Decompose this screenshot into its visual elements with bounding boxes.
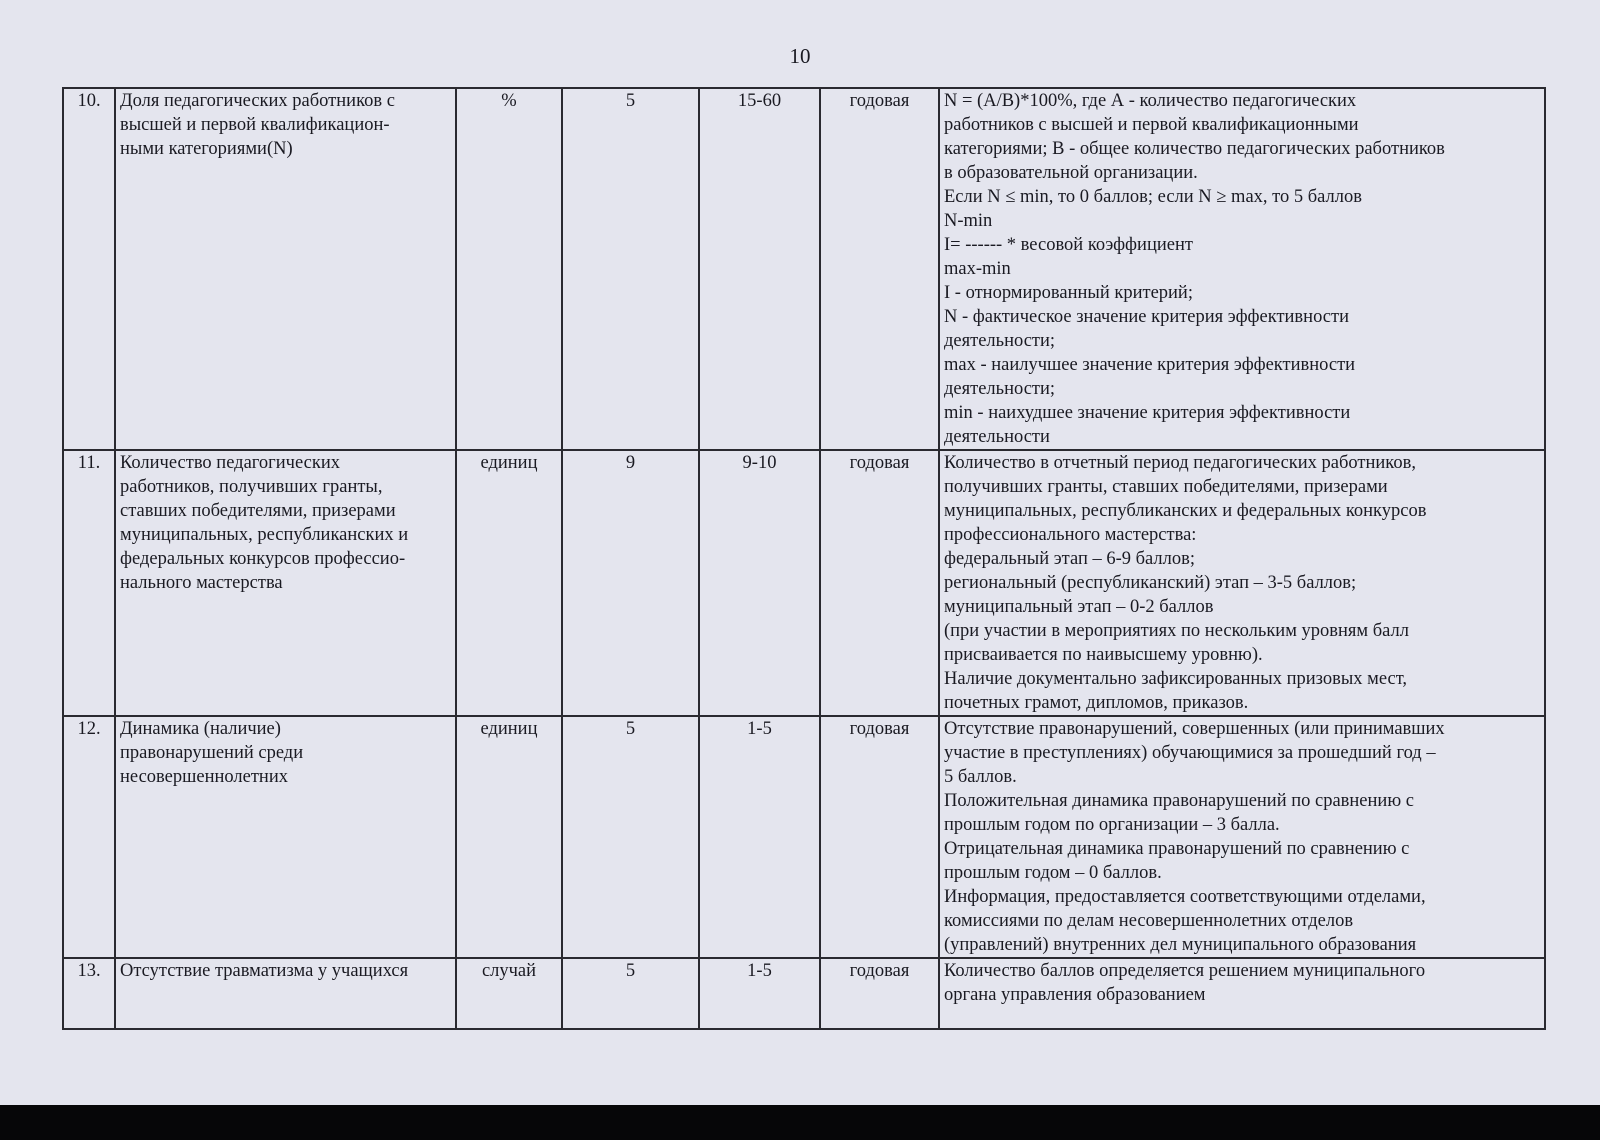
criterion-name-line: работников, получивших гранты, xyxy=(120,477,383,497)
description-line: Количество баллов определяется решением муниципального xyxy=(944,961,1426,981)
description-line: в образовательной организации. xyxy=(944,163,1198,183)
weight-cell: 5 xyxy=(562,716,699,958)
period-cell: годовая xyxy=(820,958,939,1029)
description-line: муниципальный этап – 0-2 баллов xyxy=(944,597,1214,617)
criterion-name-line: Динамика (наличие) xyxy=(120,719,281,739)
criterion-name xyxy=(115,450,456,716)
description-line: муниципальных, республиканских и федеральных конкурсов xyxy=(944,501,1427,521)
description-line: категориями; В - общее количество педагогических работников xyxy=(944,139,1445,159)
period-cell: годовая xyxy=(820,450,939,716)
description-line: деятельности; xyxy=(944,379,1056,399)
table-row xyxy=(63,958,1545,1029)
description-line: Положительная динамика правонарушений по сравнению с xyxy=(944,791,1414,811)
range-cell: 15-60 xyxy=(699,88,820,450)
description-line: (управлений) внутренних дел муниципального образования xyxy=(944,935,1417,955)
description-line: Количество в отчетный период педагогических работников, xyxy=(944,453,1416,473)
description-line: профессионального мастерства: xyxy=(944,525,1197,545)
range-cell: 1-5 xyxy=(699,716,820,958)
description-line: комиссиями по делам несовершеннолетних отделов xyxy=(944,911,1354,931)
description-line: (при участии в мероприятиях по нескольким уровням балл xyxy=(944,621,1410,641)
description-line: 5 баллов. xyxy=(944,767,1017,787)
criterion-name-line: несовершеннолетних xyxy=(120,767,288,787)
table-row xyxy=(63,88,1545,450)
description-cell xyxy=(939,450,1545,716)
description-line: Если N ≤ min, то 0 баллов; если N ≥ max, то 5 баллов xyxy=(944,187,1362,207)
row-number: 12. xyxy=(63,716,115,958)
unit-cell: случай xyxy=(456,958,562,1029)
description-line: I= ------ * весовой коэффициент xyxy=(944,235,1193,255)
description-line: федеральный этап – 6-9 баллов; xyxy=(944,549,1196,569)
table-row xyxy=(63,716,1545,958)
criterion-name-line: нального мастерства xyxy=(120,573,283,593)
table-row xyxy=(63,450,1545,716)
description-line: N = (A/B)*100%, где А - количество педагогических xyxy=(944,91,1357,111)
description-line: получивших гранты, ставших победителями, призерами xyxy=(944,477,1388,497)
description-line: Отрицательная динамика правонарушений по сравнению с xyxy=(944,839,1410,859)
description-cell xyxy=(939,716,1545,958)
description-line: N - фактическое значение критерия эффективности xyxy=(944,307,1349,327)
description-line: Наличие документально зафиксированных призовых мест, xyxy=(944,669,1408,689)
description-line: деятельности xyxy=(944,427,1050,447)
unit-cell: единиц xyxy=(456,716,562,958)
description-line: участие в преступлениях) обучающимися за прошедший год – xyxy=(944,743,1436,763)
description-line: присваивается по наивысшему уровню). xyxy=(944,645,1263,665)
row-number: 13. xyxy=(63,958,115,1029)
description-line: почетных грамот, дипломов, приказов. xyxy=(944,693,1249,713)
description-line: деятельности; xyxy=(944,331,1056,351)
description-cell xyxy=(939,958,1545,1029)
description-line: прошлым годом по организации – 3 балла. xyxy=(944,815,1280,835)
description-line: Отсутствие правонарушений, совершенных (или принимавших xyxy=(944,719,1445,739)
row-number: 11. xyxy=(63,450,115,716)
weight-cell: 5 xyxy=(562,958,699,1029)
criterion-name-line: муниципальных, республиканских и xyxy=(120,525,409,545)
description-line: min - наихудшее значение критерия эффективности xyxy=(944,403,1351,423)
scan-border xyxy=(0,1105,1600,1140)
description-line: Информация, предоставляется соответствующими отделами, xyxy=(944,887,1426,907)
row-number: 10. xyxy=(63,88,115,450)
criteria-table xyxy=(62,87,1546,1030)
weight-cell: 5 xyxy=(562,88,699,450)
criterion-name-line: правонарушений среди xyxy=(120,743,304,763)
criterion-name-line: высшей и первой квалификацион- xyxy=(120,115,390,135)
description-line: N-min xyxy=(944,211,993,231)
criterion-name-line: федеральных конкурсов профессио- xyxy=(120,549,406,569)
description-line: I - отнормированный критерий; xyxy=(944,283,1193,303)
criterion-name-line: Количество педагогических xyxy=(120,453,340,473)
criterion-name-line: ными категориями(N) xyxy=(120,139,293,159)
criterion-name xyxy=(115,716,456,958)
period-cell: годовая xyxy=(820,88,939,450)
period-cell: годовая xyxy=(820,716,939,958)
description-line: max-min xyxy=(944,259,1011,279)
criterion-name xyxy=(115,958,456,1029)
page-number: 10 xyxy=(789,44,811,68)
description-line: работников с высшей и первой квалификационными xyxy=(944,115,1359,135)
unit-cell: % xyxy=(456,88,562,450)
description-line: прошлым годом – 0 баллов. xyxy=(944,863,1162,883)
weight-cell: 9 xyxy=(562,450,699,716)
unit-cell: единиц xyxy=(456,450,562,716)
criterion-name-line: Отсутствие травматизма у учащихся xyxy=(120,961,409,981)
description-line: региональный (республиканский) этап – 3-5 баллов; xyxy=(944,573,1357,593)
criterion-name-line: Доля педагогических работников с xyxy=(120,91,395,111)
criterion-name xyxy=(115,88,456,450)
description-line: max - наилучшее значение критерия эффективности xyxy=(944,355,1356,375)
range-cell: 1-5 xyxy=(699,958,820,1029)
description-cell xyxy=(939,88,1545,450)
range-cell: 9-10 xyxy=(699,450,820,716)
description-line: органа управления образованием xyxy=(944,985,1206,1005)
criterion-name-line: ставших победителями, призерами xyxy=(120,501,396,521)
